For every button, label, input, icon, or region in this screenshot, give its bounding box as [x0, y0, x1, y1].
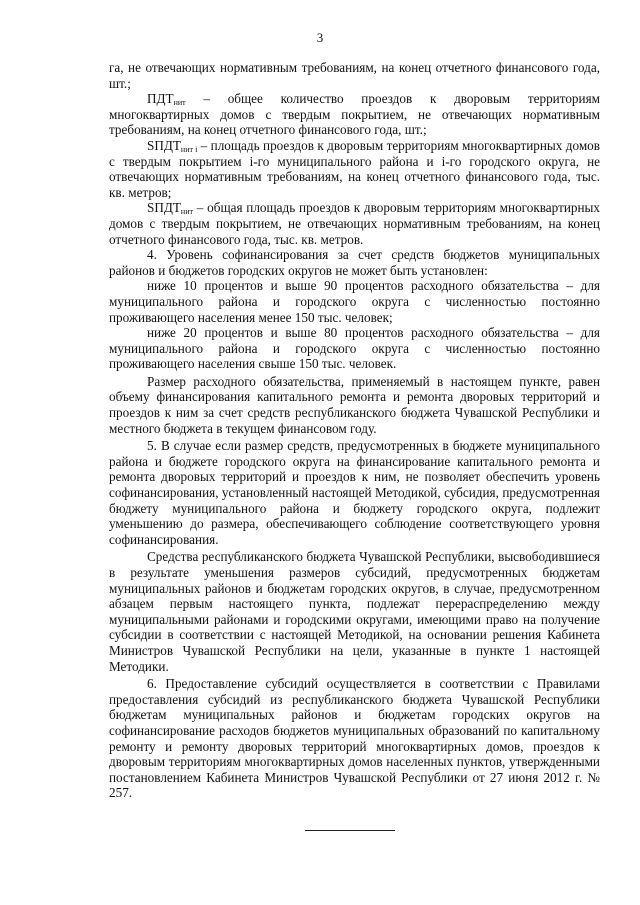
formula-subscript: нит i	[180, 144, 198, 154]
formula-subscript: нит	[180, 207, 193, 217]
document-body	[109, 60, 600, 801]
formula-symbol: ПДТ	[147, 91, 174, 107]
paragraph-pdt-nit: $ПДТ_{нит}$ – общее количество проездов к дворовым территориям многоквартирных домов с твердым покрытием, не отвечающих нормативным требованиям, на конец отчетного финансового года, шт.;	[109, 91, 600, 138]
paragraph-point-6: 6. Предоставление субсидий осуществляется в соответствии с Правилами предоставления субсидий из республиканского бюджета Чувашской Республики бюджетам муниципальных районов и бюджетам городских округов на софинансирование расходов бюджетов муниципальных образований по капитальному ремонту и ремонту дворовых территорий многоквартирных домов, проездов к дворовым территориям многоквартирных домов населенных пунктов, утвержденными постановлением Кабинета Министров Чувашской Республики от 27 июня 2012 г. № 257.	[109, 676, 600, 801]
paragraph-point-5: 5. В случае если размер средств, предусмотренных в бюджете муниципального района и бюджете городского округа на финансирование капитального ремонта и ремонта дворовых территорий и проездов к ним, не позволяет обеспечить уровень софинансирования, установленный настоящей Методикой, субсидия, предусмотренная бюджету муниципального района и бюджету городского округа, подлежит уменьшению до размера, обеспечивающего соблюдение соответствующего уровня софинансирования.	[109, 438, 600, 547]
paragraph-continuation: га, не отвечающих нормативным требованиям, на конец отчетного финансового года, шт.;	[109, 60, 600, 91]
end-divider-line	[305, 830, 395, 831]
paragraph-redistribution: Средства республиканского бюджета Чувашской Республики, высвободившиеся в результате уменьшения размеров субсидий, предусмотренных бюджетам муниципальных районов и бюджетам городских округов, в случае, предусмотренном абзацем первым настоящего пункта, подлежат перераспределению между муниципальными районами и городскими округами, имеющими право на получение субсидии в соответствии с настоящей Методикой, на основании решения Кабинета Министров Чувашской Республики на цели, указанные в пункте 1 настоящей Методики.	[109, 549, 600, 674]
paragraph-point-4: 4. Уровень софинансирования за счет средств бюджетов муниципальных районов и бюджетов городских округов не может быть установлен:	[109, 247, 600, 278]
paragraph-obligation-size: Размер расходного обязательства, применяемый в настоящем пункте, равен объему финансирования капитального ремонта и ремонта дворовых территорий и проездов к ним за счет средств республиканского бюджета Чувашской Республики и местного бюджета в текущем финансовом году.	[109, 373, 600, 436]
paragraph-point-4-item-1: ниже 10 процентов и выше 90 процентов расходного обязательства – для муниципального района и городского округа с численностью постоянно проживающего населения менее 150 тыс. человек;	[109, 278, 600, 325]
paragraph-spdt-nit: $SПДТ_{нит}$ – общая площадь проездов к дворовым территориям многоквартирных домов с твердым покрытием, не отвечающих нормативным требованиям, на конец отчетного финансового года, тыс. кв. метров.	[109, 200, 600, 247]
formula-symbol: SПДТ	[147, 200, 181, 216]
page-number: 3	[316, 30, 324, 45]
formula-symbol: SПДТ	[147, 137, 181, 153]
paragraph-point-4-item-2: ниже 20 процентов и выше 80 процентов расходного обязательства – для муниципального района и городского округа с численностью постоянно проживающего населения свыше 150 тыс. человек.	[109, 325, 600, 372]
paragraph-spdt-nit-i: $SПДТ_{нит i}$ – площадь проездов к дворовым территориям многоквартирных домов с твердым покрытием i-го муниципального района и i-го городского округа, не отвечающих нормативным требованиям, на конец отчетного финансового года, тыс. кв. метров;	[109, 137, 600, 200]
formula-subscript: нит	[173, 98, 186, 108]
